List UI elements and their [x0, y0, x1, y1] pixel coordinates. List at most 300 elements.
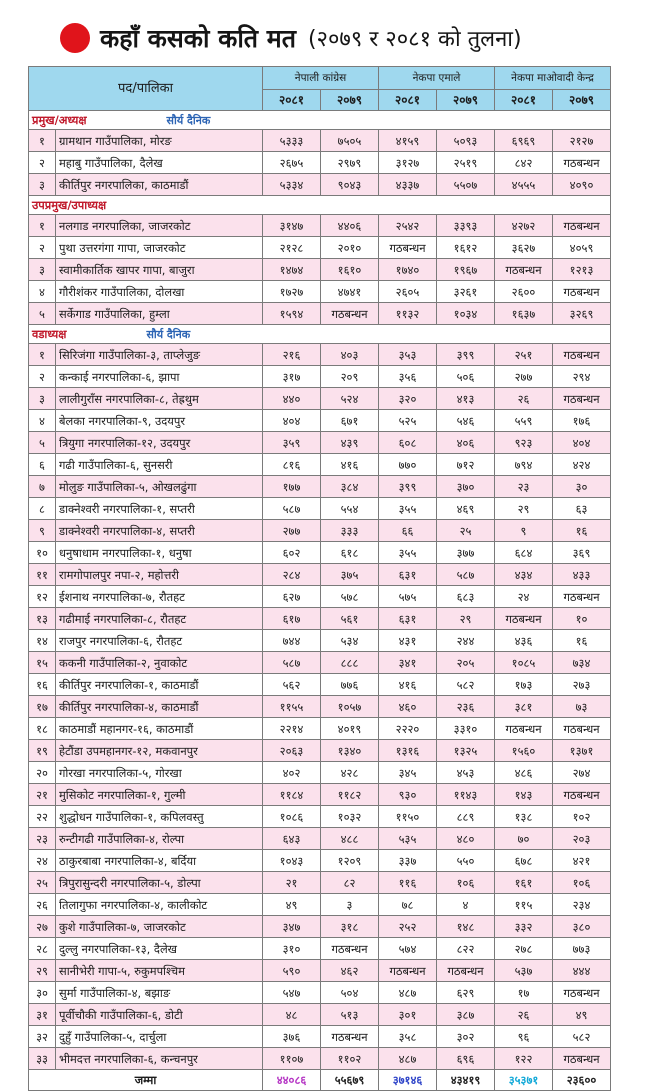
vote-cell: १५९४ [263, 303, 321, 325]
row-number: २२ [29, 806, 56, 828]
vote-cell: ३८४ [321, 476, 379, 498]
vote-cell: ११६ [379, 872, 437, 894]
vote-cell: २४ [495, 586, 553, 608]
row-number: १ [29, 344, 56, 366]
table-row [29, 130, 611, 152]
vote-cell: ५०४ [321, 982, 379, 1004]
row-number: ३ [29, 174, 56, 196]
table-row [29, 237, 611, 259]
vote-cell: ३३१० [437, 718, 495, 740]
vote-cell: २१२८ [263, 237, 321, 259]
palika-name: कन्काई नगरपालिका-६, झापा [56, 366, 263, 388]
vote-cell: ५२४ [321, 388, 379, 410]
vote-cell: गठबन्धन [379, 960, 437, 982]
table-row [29, 174, 611, 196]
vote-cell: ५३५ [379, 828, 437, 850]
vote-cell: ३७७ [437, 542, 495, 564]
table-row [29, 696, 611, 718]
vote-cell: ६८४ [495, 542, 553, 564]
row-number: १ [29, 215, 56, 237]
vote-cell: २५ [437, 520, 495, 542]
palika-name: मुसिकोट नगरपालिका-१, गुल्मी [56, 784, 263, 806]
palika-name: डाक्नेश्वरी नगरपालिका-१, सप्तरी [56, 498, 263, 520]
vote-cell: ३५३ [379, 344, 437, 366]
vote-cell: ३१० [263, 938, 321, 960]
row-number: २५ [29, 872, 56, 894]
year-header: २०८१ [495, 90, 553, 111]
vote-cell: ३३७ [379, 850, 437, 872]
vote-cell: ४३३७ [379, 174, 437, 196]
vote-cell: १९६७ [437, 259, 495, 281]
palika-name: दुल्लु नगरपालिका-१३, दैलेख [56, 938, 263, 960]
vote-cell: ११०७ [263, 1048, 321, 1070]
vote-cell: ८१६ [263, 454, 321, 476]
table-row [29, 828, 611, 850]
vote-cell: २४४ [437, 630, 495, 652]
palika-name: सिरिजंगा गाउँपालिका-३, ताप्लेजुङ [56, 344, 263, 366]
palika-name: कीर्तिपुर नगरपालिका-४, काठमाडौं [56, 696, 263, 718]
vote-cell: ४१५९ [379, 130, 437, 152]
vote-cell: ४३३ [553, 564, 611, 586]
vote-cell: २०३ [553, 828, 611, 850]
vote-cell: १०४३ [263, 850, 321, 872]
watermark-label: सौर्य दैनिक [146, 327, 191, 341]
vote-cell: ११८२ [321, 784, 379, 806]
vote-cell: ४०६ [437, 432, 495, 454]
vote-cell: ५७४ [379, 938, 437, 960]
vote-cell: ४४०६ [321, 215, 379, 237]
row-number: १० [29, 542, 56, 564]
vote-cell: ३३९३ [437, 215, 495, 237]
palika-name: सानीभेरी गापा-५, रुकुमपश्चिम [56, 960, 263, 982]
vote-cell: गठबन्धन [553, 281, 611, 303]
table-row [29, 281, 611, 303]
vote-cell: ११०२ [321, 1048, 379, 1070]
row-number: १५ [29, 652, 56, 674]
votes-table [28, 66, 611, 1091]
vote-cell: १३७१ [553, 740, 611, 762]
vote-cell: ८२ [321, 872, 379, 894]
vote-cell: ४६२ [321, 960, 379, 982]
vote-cell: ४९ [553, 1004, 611, 1026]
vote-cell: १६ [553, 520, 611, 542]
vote-cell: ३८७ [437, 1004, 495, 1026]
vote-cell: ५१३ [321, 1004, 379, 1026]
vote-cell: ४५५५ [495, 174, 553, 196]
row-number: १९ [29, 740, 56, 762]
vote-cell: ५३३४ [263, 174, 321, 196]
vote-cell: २९४ [553, 366, 611, 388]
vote-cell: ५५०७ [437, 174, 495, 196]
table-row [29, 564, 611, 586]
watermark-label: सौर्य दैनिक [166, 113, 211, 127]
vote-cell: ४५३ [437, 762, 495, 784]
vote-cell: ३ [321, 894, 379, 916]
vote-cell: ४०४ [553, 432, 611, 454]
vote-cell: ३५९ [263, 432, 321, 454]
row-number: २६ [29, 894, 56, 916]
vote-cell: गठबन्धन [321, 303, 379, 325]
table-row [29, 916, 611, 938]
vote-cell: १०६ [437, 872, 495, 894]
vote-cell: ५६२ [263, 674, 321, 696]
row-number: २४ [29, 850, 56, 872]
year-header: २०७९ [437, 90, 495, 111]
vote-cell: ५८२ [553, 1026, 611, 1048]
vote-cell: २९ [437, 608, 495, 630]
vote-cell: १५६० [495, 740, 553, 762]
vote-cell: ६७१ [321, 410, 379, 432]
vote-cell: ३५५ [379, 498, 437, 520]
vote-cell: ५५० [437, 850, 495, 872]
vote-cell: ३०१ [379, 1004, 437, 1026]
vote-cell: २८४ [263, 564, 321, 586]
palika-name: ठाकुरबाबा नगरपालिका-४, बर्दिया [56, 850, 263, 872]
row-number: ११ [29, 564, 56, 586]
vote-cell: २६ [495, 388, 553, 410]
table-row [29, 806, 611, 828]
vote-cell: ३७६ [263, 1026, 321, 1048]
vote-cell: ४४० [263, 388, 321, 410]
row-number: १२ [29, 586, 56, 608]
vote-cell: २६ [495, 1004, 553, 1026]
row-number: ४ [29, 281, 56, 303]
vote-cell: ५८७ [263, 652, 321, 674]
vote-cell: २७४ [553, 762, 611, 784]
vote-cell: ७० [495, 828, 553, 850]
vote-cell: ७७० [379, 454, 437, 476]
vote-cell: ७१२ [437, 454, 495, 476]
vote-cell: २९७९ [321, 152, 379, 174]
vote-cell: २०५ [437, 652, 495, 674]
party-header-maoist: नेकपा माओवादी केन्द्र [495, 67, 611, 90]
table-row [29, 432, 611, 454]
row-number: १८ [29, 718, 56, 740]
vote-cell: २१६ [263, 344, 321, 366]
vote-cell: गठबन्धन [553, 388, 611, 410]
vote-cell: ३५८ [379, 1026, 437, 1048]
vote-cell: २७७ [263, 520, 321, 542]
vote-cell: गठबन्धन [495, 718, 553, 740]
vote-cell: १७३ [495, 674, 553, 696]
vote-cell: २५२ [379, 916, 437, 938]
total-value: ३७१४६ [379, 1070, 437, 1091]
vote-cell: ६७८ [495, 850, 553, 872]
table-row [29, 388, 611, 410]
vote-cell: ३८१ [495, 696, 553, 718]
vote-cell: ४६९ [437, 498, 495, 520]
vote-cell: ३५५ [379, 542, 437, 564]
vote-cell: ६०२ [263, 542, 321, 564]
year-header: २०८१ [379, 90, 437, 111]
row-number: २८ [29, 938, 56, 960]
vote-cell: ५३७ [495, 960, 553, 982]
vote-cell: १०२ [553, 806, 611, 828]
row-number: ४ [29, 410, 56, 432]
table-body [29, 111, 611, 1091]
vote-cell: १२०९ [321, 850, 379, 872]
vote-cell: ५८२ [437, 674, 495, 696]
row-number: ३० [29, 982, 56, 1004]
vote-cell: ११५ [495, 894, 553, 916]
vote-cell: ४८ [263, 1004, 321, 1026]
palika-name: शुद्धोधन गाउँपालिका-१, कपिलवस्तु [56, 806, 263, 828]
vote-cell: १०८६ [263, 806, 321, 828]
vote-cell: ३२६९ [553, 303, 611, 325]
table-row [29, 366, 611, 388]
row-number: २३ [29, 828, 56, 850]
total-row [29, 1070, 611, 1091]
vote-cell: ८४२ [495, 152, 553, 174]
table-row [29, 215, 611, 237]
vote-cell: ७९४ [495, 454, 553, 476]
palika-name: गौरीशंकर गाउँपालिका, दोलखा [56, 281, 263, 303]
palika-name: राजपुर नगरपालिका-६, रौतहट [56, 630, 263, 652]
vote-cell: ४२१ [553, 850, 611, 872]
vote-cell: ९६ [495, 1026, 553, 1048]
row-number: २९ [29, 960, 56, 982]
total-label: जम्मा [29, 1070, 263, 1091]
vote-cell: ६२९ [437, 982, 495, 1004]
vote-cell: १७७ [263, 476, 321, 498]
vote-cell: १६१० [321, 259, 379, 281]
vote-cell: गठबन्धन [321, 1026, 379, 1048]
vote-cell: गठबन्धन [495, 259, 553, 281]
vote-cell: ५९० [263, 960, 321, 982]
vote-cell: २६७५ [263, 152, 321, 174]
vote-cell: ४९ [263, 894, 321, 916]
vote-cell: ६०८ [379, 432, 437, 454]
table-row [29, 259, 611, 281]
vote-cell: ३९९ [379, 476, 437, 498]
vote-cell: ३१४७ [263, 215, 321, 237]
vote-cell: ५०६ [437, 366, 495, 388]
vote-cell: १६१ [495, 872, 553, 894]
section-header [29, 111, 611, 130]
vote-cell: गठबन्धन [321, 938, 379, 960]
table-row [29, 960, 611, 982]
vote-cell: ७८ [379, 894, 437, 916]
table-row [29, 894, 611, 916]
row-number: १६ [29, 674, 56, 696]
row-number: २ [29, 152, 56, 174]
palika-name: महाबु गाउँपालिका, दैलेख [56, 152, 263, 174]
vote-cell: १३२५ [437, 740, 495, 762]
palika-name: कुशे गाउँपालिका-७, जाजरकोट [56, 916, 263, 938]
table-row [29, 1048, 611, 1070]
palika-name: डाक्नेश्वरी नगरपालिका-४, सप्तरी [56, 520, 263, 542]
vote-cell: ४१६ [379, 674, 437, 696]
vote-cell: ११८४ [263, 784, 321, 806]
vote-cell: ११४३ [437, 784, 495, 806]
vote-cell: ४०१९ [321, 718, 379, 740]
vote-cell: १० [553, 608, 611, 630]
vote-cell: ४०९० [553, 174, 611, 196]
row-number: २१ [29, 784, 56, 806]
section-title: प्रमुख/अध्यक्ष [32, 112, 87, 127]
title-bar [60, 18, 522, 58]
vote-cell: गठबन्धन [553, 215, 611, 237]
vote-cell: ९२३ [495, 432, 553, 454]
vote-cell: ५०९३ [437, 130, 495, 152]
vote-cell: २२२० [379, 718, 437, 740]
vote-cell: ३४७ [263, 916, 321, 938]
vote-cell: ५४६ [437, 410, 495, 432]
vote-cell: ४८८ [321, 828, 379, 850]
vote-cell: ७७३ [553, 938, 611, 960]
palika-name: ककनी गाउँपालिका-२, नुवाकोट [56, 652, 263, 674]
vote-cell: १६१२ [437, 237, 495, 259]
vote-cell: ३०२ [437, 1026, 495, 1048]
vote-cell: ४१३ [437, 388, 495, 410]
table-row [29, 740, 611, 762]
vote-cell: २५१ [495, 344, 553, 366]
table-row [29, 608, 611, 630]
table-row [29, 454, 611, 476]
row-number: ९ [29, 520, 56, 542]
table-row [29, 303, 611, 325]
row-number: ६ [29, 454, 56, 476]
vote-cell: २३६ [437, 696, 495, 718]
vote-cell: १०३४ [437, 303, 495, 325]
vote-cell: ७३ [553, 696, 611, 718]
vote-cell: २०९ [321, 366, 379, 388]
vote-cell: ३५६ [379, 366, 437, 388]
vote-cell: गठबन्धन [553, 586, 611, 608]
vote-cell: २१२७ [553, 130, 611, 152]
palika-name: बेलका नगरपालिका-९, उदयपुर [56, 410, 263, 432]
vote-cell: १२२ [495, 1048, 553, 1070]
vote-cell: १६३७ [495, 303, 553, 325]
table-row [29, 344, 611, 366]
year-header: २०७९ [553, 90, 611, 111]
table-row [29, 982, 611, 1004]
year-header: २०८१ [263, 90, 321, 111]
table-row [29, 1026, 611, 1048]
section-header [29, 325, 611, 344]
vote-cell: २७३ [553, 674, 611, 696]
vote-cell: गठबन्धन [553, 1048, 611, 1070]
vote-cell: ४०५९ [553, 237, 611, 259]
table-row [29, 674, 611, 696]
palika-name: लालीगुराँस नगरपालिका-८, तेह्रथुम [56, 388, 263, 410]
vote-cell: २७८ [495, 938, 553, 960]
row-number: २७ [29, 916, 56, 938]
vote-cell: २६०० [495, 281, 553, 303]
vote-cell: ५३३३ [263, 130, 321, 152]
vote-cell: ३६९ [553, 542, 611, 564]
vote-cell: गठबन्धन [553, 344, 611, 366]
vote-cell: ३२६१ [437, 281, 495, 303]
palika-name: ईशनाथ नगरपालिका-७, रौतहट [56, 586, 263, 608]
vote-cell: ४८७ [379, 982, 437, 1004]
vote-cell: ३४१ [379, 652, 437, 674]
vote-cell: ९०४३ [321, 174, 379, 196]
vote-cell: ४१६ [321, 454, 379, 476]
vote-cell: ८८८ [321, 652, 379, 674]
vote-cell: गठबन्धन [553, 982, 611, 1004]
vote-cell: ३६२७ [495, 237, 553, 259]
vote-cell: १७६ [553, 410, 611, 432]
section-header [29, 196, 611, 215]
table-row [29, 718, 611, 740]
table-row [29, 542, 611, 564]
vote-cell: ३७५ [321, 564, 379, 586]
vote-cell: ४३९ [321, 432, 379, 454]
palika-name: कीर्तिपुर नगरपालिका, काठमाडौं [56, 174, 263, 196]
total-value: ४३४१९ [437, 1070, 495, 1091]
vote-cell: १०५७ [321, 696, 379, 718]
vote-cell: २१ [263, 872, 321, 894]
vote-cell: ३४५ [379, 762, 437, 784]
vote-cell: २९ [495, 498, 553, 520]
row-number: २० [29, 762, 56, 784]
palika-name: त्रियुगा नगरपालिका-१२, उदयपुर [56, 432, 263, 454]
vote-cell: १४७४ [263, 259, 321, 281]
vote-cell: ४३१ [379, 630, 437, 652]
palika-name: स्वामीकार्तिक खापर गापा, बाजुरा [56, 259, 263, 281]
vote-cell: ४८७ [379, 1048, 437, 1070]
vote-cell: २०६३ [263, 740, 321, 762]
vote-cell: २२१४ [263, 718, 321, 740]
table-row [29, 938, 611, 960]
palika-name: रुन्टीगढी गाउँपालिका-४, रोल्पा [56, 828, 263, 850]
vote-cell: ८८९ [437, 806, 495, 828]
vote-cell: ५८७ [263, 498, 321, 520]
vote-cell: १०८५ [495, 652, 553, 674]
vote-cell: गठबन्धन [553, 784, 611, 806]
vote-cell: ६९६९ [495, 130, 553, 152]
row-number: २ [29, 366, 56, 388]
vote-cell: २५४२ [379, 215, 437, 237]
palika-name: कीर्तिपुर नगरपालिका-१, काठमाडौं [56, 674, 263, 696]
table-row [29, 872, 611, 894]
vote-cell: ५२५ [379, 410, 437, 432]
vote-cell: १२१३ [553, 259, 611, 281]
year-header: २०७९ [321, 90, 379, 111]
page-subtitle: (२०७९ र २०८१ को तुलना) [307, 27, 522, 52]
vote-cell: २३ [495, 476, 553, 498]
row-number: १३ [29, 608, 56, 630]
vote-cell: ३३३ [321, 520, 379, 542]
vote-cell: ५४७ [263, 982, 321, 1004]
vote-cell: ६३१ [379, 608, 437, 630]
vote-cell: ६९६ [437, 1048, 495, 1070]
vote-cell: ३० [553, 476, 611, 498]
vote-cell: गठबन्धन [495, 608, 553, 630]
vote-cell: ९ [495, 520, 553, 542]
vote-cell: ४०४ [263, 410, 321, 432]
vote-cell: ५५४ [321, 498, 379, 520]
section-title: उपप्रमुख/उपाध्यक्ष [32, 197, 107, 212]
vote-cell: ३१७ [263, 366, 321, 388]
vote-cell: ११३२ [379, 303, 437, 325]
vote-cell: ४०२ [263, 762, 321, 784]
vote-cell: ३७० [437, 476, 495, 498]
vote-cell: ९३० [379, 784, 437, 806]
table-row [29, 498, 611, 520]
palika-name: रामगोपालपुर नपा-२, महोत्तरी [56, 564, 263, 586]
red-dot-icon [60, 23, 90, 53]
row-number: ८ [29, 498, 56, 520]
vote-cell: ७७६ [321, 674, 379, 696]
row-number: ३२ [29, 1026, 56, 1048]
vote-cell: २७७ [495, 366, 553, 388]
section-title: वडाध्यक्ष [32, 326, 67, 341]
vote-cell: ४२४ [553, 454, 611, 476]
section-title-cell [29, 325, 611, 344]
palika-name: सर्केगाड गाउँपालिका, हुम्ला [56, 303, 263, 325]
